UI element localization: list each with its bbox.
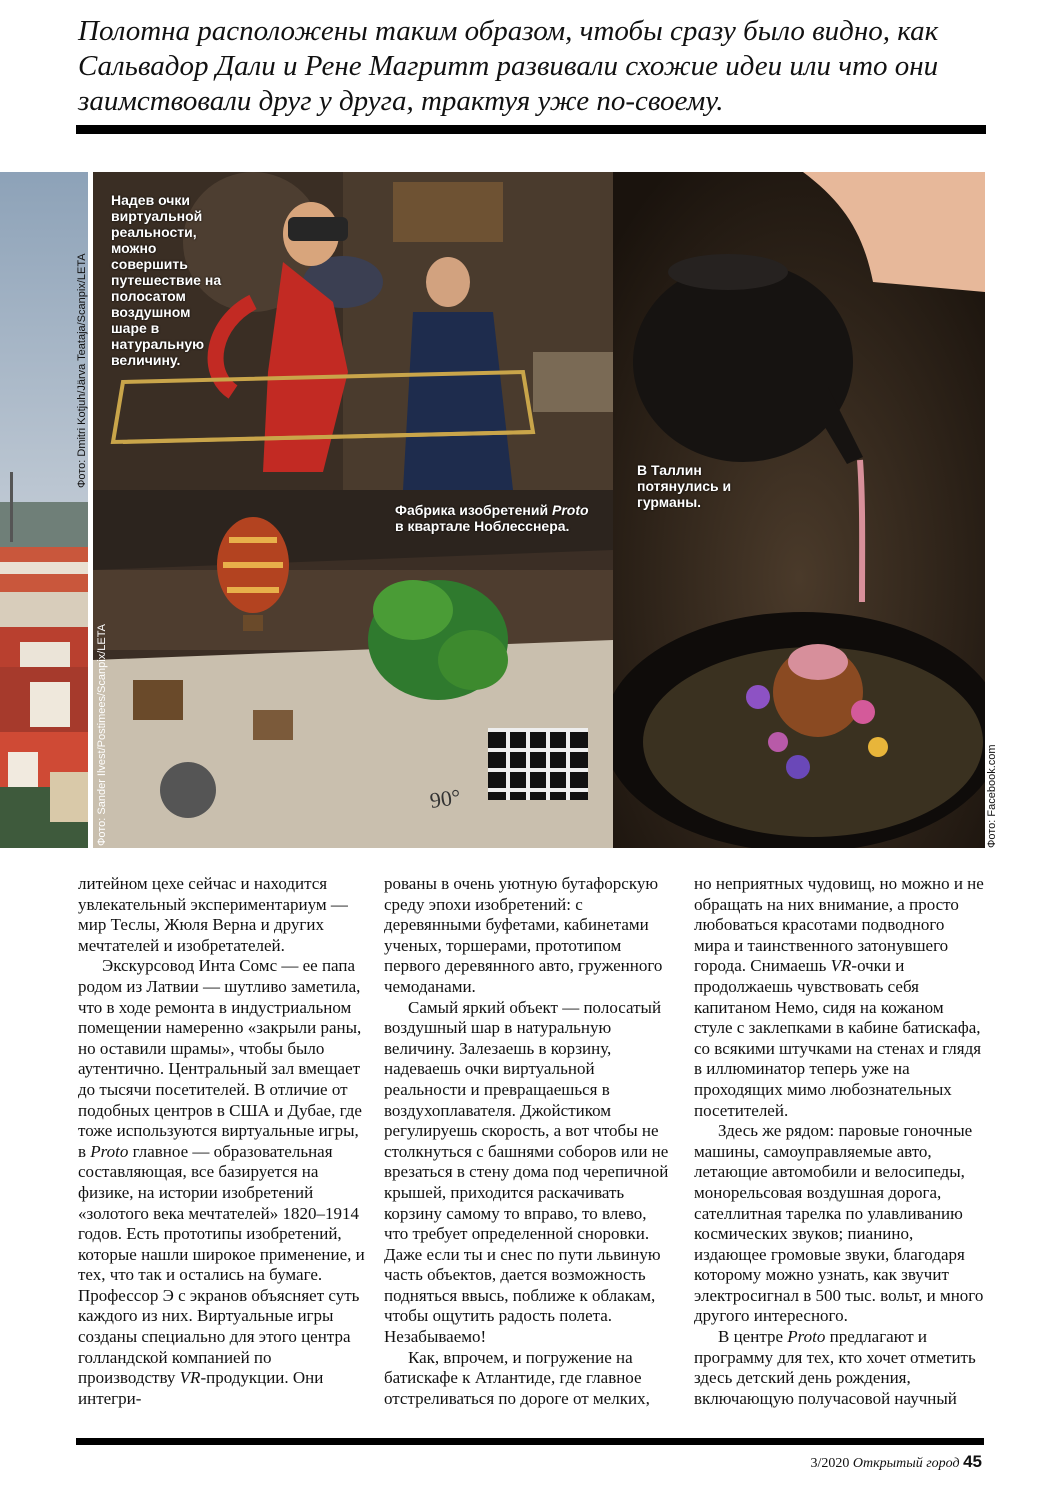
- col2-paragraph-2: Самый яркий объект — полосатый воздушный шар в натуральную величину. Залезаешь в корзину, надеваешь очки виртуальной реальности и превращаешься в воздухоплавателя. Джойстиком регулируешь скорость, а вот чтобы не столкнуться с башнями соборов или не врезаться в стену дома под черепичной крышей, приходится раскачивать корзину самому то вправо, то влево, что требует определенной сноровки. Даже если ты и снес по пути львиную часть объектов, дается возможность подняться ввысь, поближе к облакам, чтобы ощутить радость полета. Незабываемо!: [384, 997, 669, 1347]
- page-folio: [810, 1452, 982, 1472]
- food-photo-caption: В Таллин потянулись и гурманы.: [637, 462, 732, 510]
- city-photo-strip: [0, 172, 88, 848]
- vr-photo-credit: Фото: Dmitri Kotjuh/Järva Teataja/Scanpix/LETA: [76, 253, 88, 488]
- factory-caption-text: Фабрика изобретений: [395, 502, 552, 518]
- col3-paragraph-1: но неприятных чудовищ, но можно и не обращать на них внимание, а просто любоваться красотами подводного мира и таинственного затонувшего города. Снимаешь VR-очки и продолжаешь чувствовать себя капитаном Немо, сидя на кожаном стуле с заклепками в кабине батискафа, со всякими штучками на стенах и глядя в иллюминатор теперь уже на проходящих мимо любознательных посетителей.: [694, 874, 984, 1120]
- text-column-1: [78, 874, 368, 1409]
- factory-caption-proto: Proto: [552, 502, 589, 518]
- col3-paragraph-3: В центре Proto предлагают и программу для тех, кто хочет отметить здесь детский день рождения, включающую получасовой научный: [694, 1327, 976, 1408]
- col2-paragraph-3: Как, впрочем, и погружение на батискафе к Атлантиде, где главное отстреливаться по дороге от мелких,: [384, 1347, 650, 1408]
- proto-factory-photo: [93, 490, 613, 848]
- text-column-2: [384, 874, 674, 1409]
- page-number: 45: [963, 1452, 982, 1471]
- bottom-rule: [76, 1438, 984, 1445]
- factory-photo-credit: Фото: Sander Ilvest/Postimees/Scanpix/LETA: [96, 624, 108, 846]
- col1-paragraph-1: литейном цехе сейчас и находится увлекательный экспериментариум — мир Теслы, Жюля Верна и других мечтателей и изобретателей.: [78, 874, 348, 955]
- factory-caption-location: в квартале Ноблесснера.: [395, 518, 570, 534]
- vr-balloon-photo: [93, 172, 613, 490]
- food-photo-credit: Фото: Facebook.com: [986, 744, 998, 848]
- col2-paragraph-1: рованы в очень уютную бутафорскую среду эпохи изобретений: с деревянными буфетами, кабинетами ученых, торшерами, прототипом первого деревянного авто, груженного чемоданами.: [384, 874, 663, 996]
- col3-paragraph-2: Здесь же рядом: паровые гоночные машины, самоуправляемые авто, летающие автомобили и велосипеды, монорельсовая воздушная дорога, сателлитная тарелка по улавливанию космических звуков; пианино, издающее громовые звуки, благодаря которому можно узнать, как звучит электросигнал в 500 тыс. вольт, и много другого интересного.: [694, 1121, 984, 1326]
- gourmet-food-photo: [613, 172, 985, 848]
- text-column-3: [694, 874, 984, 1409]
- svg-text:90°: 90°: [428, 783, 463, 813]
- issue-number: 3/2020: [810, 1456, 850, 1471]
- magazine-name: Открытый город: [852, 1456, 960, 1471]
- vr-photo-caption: Надев очки виртуальной реальности, можно совершить путешествие на полосатом воздушном шаре в натуральную величину.: [111, 192, 222, 368]
- intro-quote: Полотна расположены таким образом, чтобы сразу было видно, как Сальвадор Дали и Рене Магритт развивали схожие идеи или что они заимствовали друг у друга, трактуя уже по-своему.: [78, 15, 939, 117]
- factory-photo-caption: [395, 502, 605, 534]
- col1-paragraph-2: Экскурсовод Инта Сомс — ее папа родом из Латвии — шутливо заметила, что в ходе ремонта в индустриальном помещении намеренно «закрыли раны, но оставили шрамы», чтобы было аутентично. Центральный зал вмещает до тысячи посетителей. В отличие от подобных центров в США и Дубае, где тоже используются виртуальные игры, в Proto главное — образовательная составляющая, все базируется на физике, на истории изобретений «золотого века мечтателей» 1820–1914 годов. Есть прототипы изобретений, которые нашли широкое применение, и тех, что так и остались на бумаге. Профессор Э с экранов объясняет суть каждого из них. Виртуальные игры созданы специально для этого центра голландской компанией по производству VR-продукции. Они интегри-: [78, 956, 365, 1408]
- top-rule: [76, 125, 986, 134]
